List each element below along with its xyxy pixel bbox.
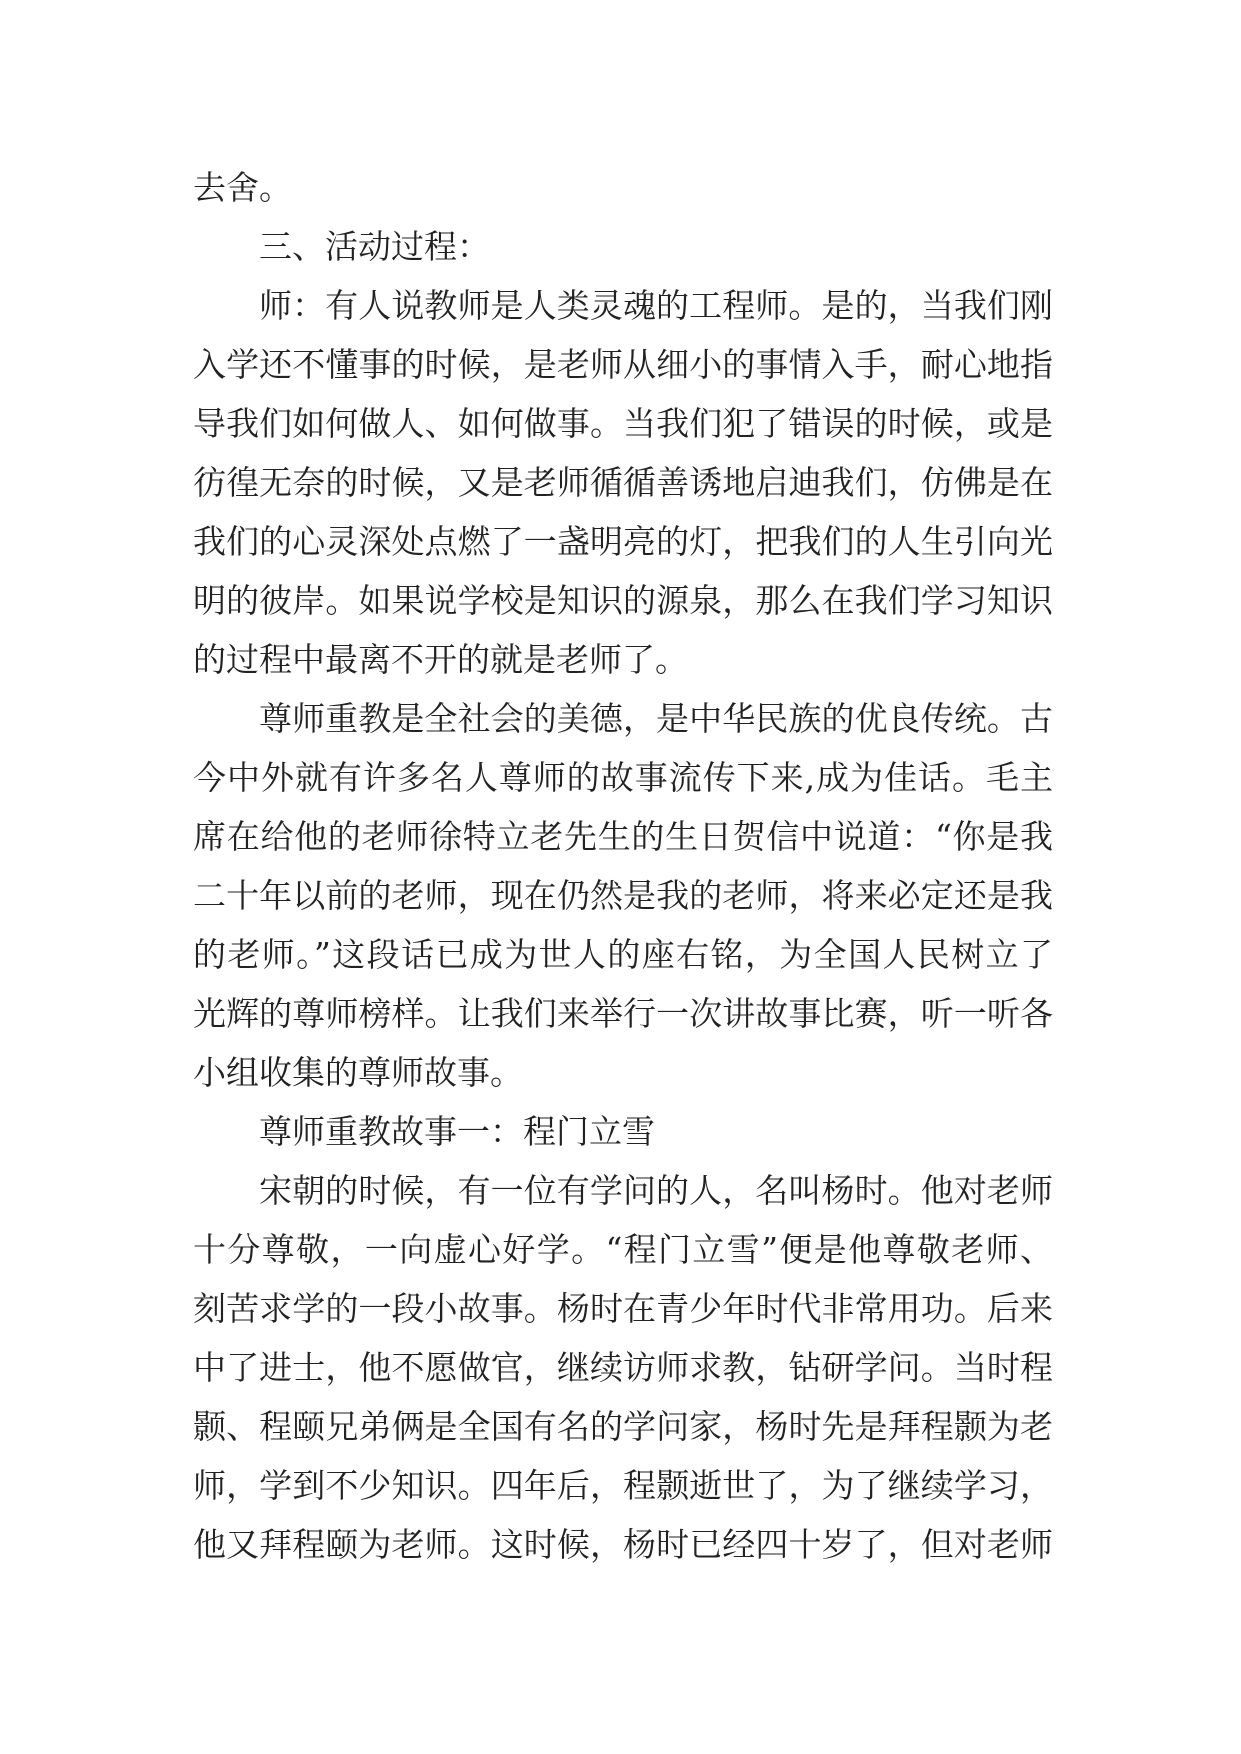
- text-line: 入学还不懂事的时候，是老师从细小的事情入手，耐心地指: [193, 345, 1053, 384]
- text-line: 尊师重教是全社会的美德，是中华民族的优良传统。古: [259, 699, 1053, 738]
- text-line: 师：有人说教师是人类灵魂的工程师。是的，当我们刚: [259, 286, 1053, 325]
- text-line: 席在给他的老师徐特立老先生的生日贺信中说道：“你是我: [193, 817, 1053, 856]
- text-line: 宋朝的时候，有一位有学问的人，名叫杨时。他对老师: [259, 1171, 1053, 1210]
- text-line: 彷徨无奈的时候，又是老师循循善诱地启迪我们，仿佛是在: [193, 463, 1053, 502]
- text-line: 刻苦求学的一段小故事。杨时在青少年时代非常用功。后来: [193, 1289, 1053, 1328]
- body-text: [193, 158, 1053, 1574]
- text-line: 二十年以前的老师，现在仍然是我的老师，将来必定还是我: [193, 876, 1053, 915]
- text-line: 导我们如何做人、如何做事。当我们犯了错误的时候，或是: [193, 404, 1053, 443]
- text-line: 十分尊敬，一向虚心好学。“程门立雪”便是他尊敬老师、: [193, 1230, 1053, 1269]
- text-line: 中了进士，他不愿做官，继续访师求教，钻研学问。当时程: [193, 1348, 1053, 1387]
- text-line: 他又拜程颐为老师。这时候，杨时已经四十岁了，但对老师: [193, 1525, 1053, 1564]
- text-line: 明的彼岸。如果说学校是知识的源泉，那么在我们学习知识: [193, 581, 1053, 620]
- text-line: 小组收集的尊师故事。: [193, 1053, 523, 1092]
- text-line: 的老师。”这段话已成为世人的座右铭，为全国人民树立了: [193, 935, 1053, 974]
- text-line: 光辉的尊师榜样。让我们来举行一次讲故事比赛，听一听各: [193, 994, 1053, 1033]
- text-line: 尊师重教故事一：程门立雪: [259, 1112, 655, 1151]
- text-line: 师，学到不少知识。四年后，程颢逝世了，为了继续学习，: [193, 1466, 1053, 1505]
- text-line: 去舍。: [193, 168, 292, 207]
- text-line: 我们的心灵深处点燃了一盏明亮的灯，把我们的人生引向光: [193, 522, 1053, 561]
- text-line: 今中外就有许多名人尊师的故事流传下来,成为佳话。毛主: [193, 758, 1053, 797]
- text-line: 的过程中最离不开的就是老师了。: [193, 640, 688, 679]
- text-line: 三、活动过程：: [259, 227, 490, 266]
- text-line: 颢、程颐兄弟俩是全国有名的学问家，杨时先是拜程颢为老: [193, 1407, 1053, 1446]
